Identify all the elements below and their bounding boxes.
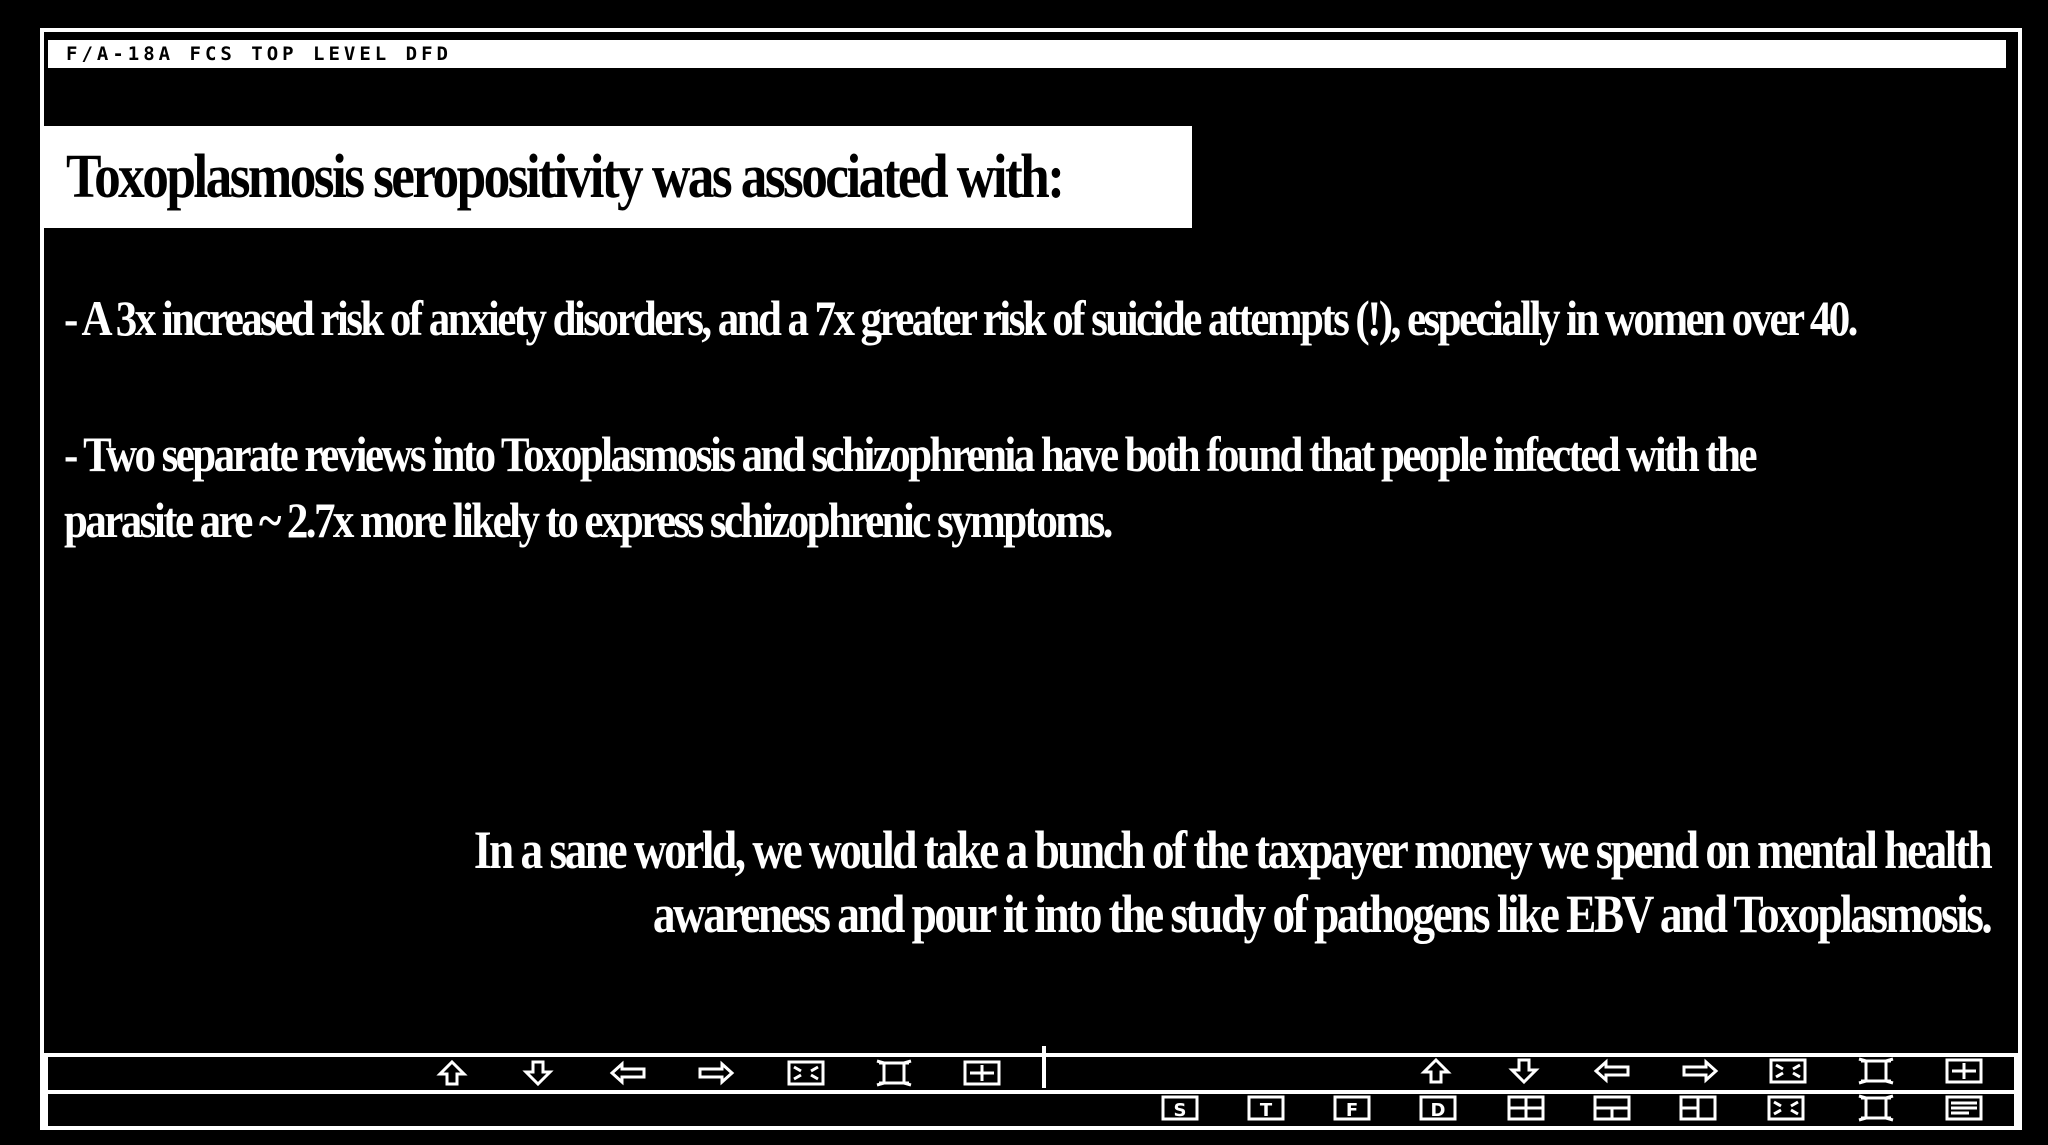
toolbar-bottom-split-vertical-button[interactable] [1678, 1094, 1718, 1122]
paragraph-schizophrenia [64, 421, 1755, 553]
toolbar-left-arrow-down-button[interactable] [518, 1059, 558, 1087]
arrow-left-icon [1592, 1057, 1632, 1085]
toolbar-bottom-t-button[interactable] [1246, 1094, 1286, 1122]
svg-text:F: F [1345, 1100, 1359, 1121]
toolbar-bottom-expand-button[interactable] [1766, 1094, 1806, 1122]
expand-icon [1768, 1057, 1808, 1085]
fit-icon [1856, 1057, 1896, 1085]
toolbar-left-arrow-left-button[interactable] [608, 1059, 648, 1087]
closing-line-2: awareness and pour it into the study of pathogens like EBV and Toxoplasmosis. [652, 884, 1991, 944]
arrow-right-icon [696, 1059, 736, 1087]
fit-icon [1856, 1094, 1896, 1122]
closing-line-1: In a sane world, we would take a bunch of the taxpayer money we spend on mental health [473, 820, 1990, 880]
toolbar-left-expand-button[interactable] [786, 1059, 826, 1087]
toolbar-right-arrow-right-button[interactable] [1680, 1057, 1720, 1085]
paragraph-anxiety: - A 3x increased risk of anxiety disorders, and a 7x greater risk of suicide attempts (!), especially in women over 40. [64, 290, 1856, 346]
svg-text:D: D [1430, 1100, 1446, 1121]
toolbar-left-fit-button[interactable] [874, 1059, 914, 1087]
note-icon [1944, 1094, 1984, 1122]
toolbar-right-arrow-left-button[interactable] [1592, 1057, 1632, 1085]
arrow-down-icon [1504, 1057, 1544, 1085]
expand-icon [786, 1059, 826, 1087]
expand-icon [1766, 1094, 1806, 1122]
toolbar-left-add-button[interactable] [962, 1059, 1002, 1087]
arrow-right-icon [1680, 1057, 1720, 1085]
window-title: F/A-18A FCS TOP LEVEL DFD [66, 43, 452, 65]
svg-text:S: S [1173, 1100, 1187, 1121]
toolbar-bottom-d-button[interactable] [1418, 1094, 1458, 1122]
arrow-up-icon [432, 1059, 472, 1087]
toolbar-bottom-f-button[interactable] [1332, 1094, 1372, 1122]
toolbar-bottom-split-horizontal-button[interactable] [1592, 1094, 1632, 1122]
t-icon [1246, 1094, 1286, 1122]
toolbar-border-left [44, 1053, 48, 1130]
toolbar-right-arrow-down-button[interactable] [1504, 1057, 1544, 1085]
toolbar-right-expand-button[interactable] [1768, 1057, 1808, 1085]
toolbar-border-middle [44, 1090, 2018, 1094]
toolbar-right-add-button[interactable] [1944, 1057, 1984, 1085]
toolbar-right-arrow-up-button[interactable] [1416, 1057, 1456, 1085]
add-icon [962, 1059, 1002, 1087]
arrow-down-icon [518, 1059, 558, 1087]
toolbar-bottom-s-button[interactable] [1160, 1094, 1200, 1122]
paragraph-schizophrenia-line-2: parasite are ~ 2.7x more likely to express schizophrenic symptoms. [64, 492, 1111, 548]
split-vertical-icon [1678, 1094, 1718, 1122]
closing-statement [474, 818, 1990, 946]
toolbar-right-fit-button[interactable] [1856, 1057, 1896, 1085]
toolbar-divider [1042, 1046, 1046, 1088]
paragraph-schizophrenia-line-1: - Two separate reviews into Toxoplasmosis and schizophrenia have both found that people infected with the [64, 426, 1755, 482]
s-icon [1160, 1094, 1200, 1122]
page-heading: Toxoplasmosis seropositivity was associated with: [66, 142, 1063, 211]
toolbar-left-arrow-right-button[interactable] [696, 1059, 736, 1087]
add-icon [1944, 1057, 1984, 1085]
heading-box [44, 126, 1192, 228]
f-icon [1332, 1094, 1372, 1122]
fit-icon [874, 1059, 914, 1087]
toolbar-border-right [2014, 1053, 2018, 1130]
grid-icon [1506, 1094, 1546, 1122]
window-title-bar [48, 40, 2006, 68]
split-horizontal-icon [1592, 1094, 1632, 1122]
toolbar-left-arrow-up-button[interactable] [432, 1059, 472, 1087]
arrow-left-icon [608, 1059, 648, 1087]
toolbar-bottom-grid-button[interactable] [1506, 1094, 1546, 1122]
toolbar-bottom-fit-button[interactable] [1856, 1094, 1896, 1122]
svg-text:T: T [1259, 1100, 1273, 1121]
toolbar-border-top [44, 1053, 2018, 1057]
arrow-up-icon [1416, 1057, 1456, 1085]
d-icon [1418, 1094, 1458, 1122]
toolbar-border-bottom [44, 1126, 2018, 1130]
toolbar-bottom-note-button[interactable] [1944, 1094, 1984, 1122]
